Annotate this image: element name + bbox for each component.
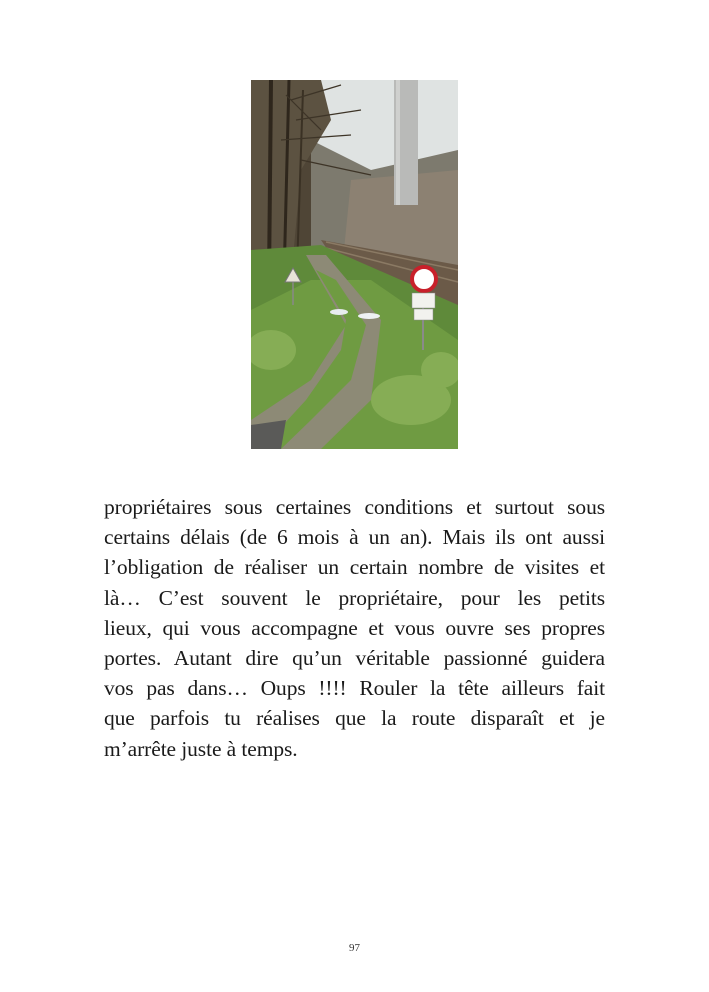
photo (251, 80, 458, 449)
text-line: portes. Autant dire qu’un véritable passionné guidera (104, 646, 605, 671)
text-line: certains délais (de 6 mois à un an). Mais ils ont aussi (104, 525, 605, 550)
text-line: m’arrête juste à temps. (104, 736, 298, 761)
text-line: là… C’est souvent le propriétaire, pour les petits (104, 585, 605, 610)
text-line: lieux, qui vous accompagne et vous ouvre ses propres (104, 615, 605, 640)
text-line: propriétaires sous certaines conditions et surtout sous (104, 495, 605, 519)
page-number: 97 (349, 942, 360, 954)
text-line: vos pas dans… Oups !!!! Rouler la tête ailleurs fait (104, 676, 605, 701)
photo-railway-path (251, 80, 458, 449)
body-paragraph (104, 492, 605, 764)
text-line: l’obligation de réaliser un certain nombre de visites et (104, 555, 605, 580)
text-line: que parfois tu réalises que la route disparaît et je (104, 706, 605, 731)
